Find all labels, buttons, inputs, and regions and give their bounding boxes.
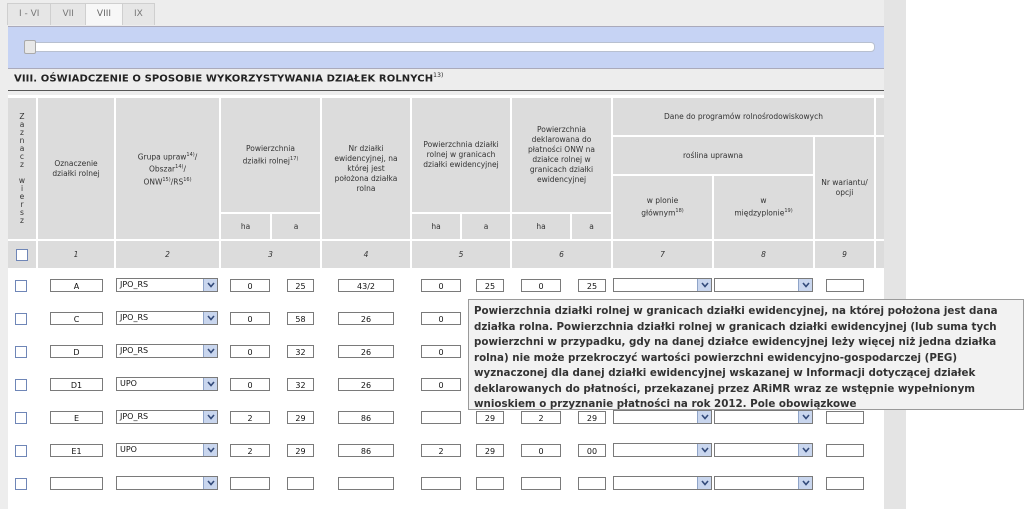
horizontal-scroll-track[interactable] [25, 42, 875, 52]
oznaczenie-field[interactable]: C [50, 312, 103, 325]
chevron-down-icon[interactable] [203, 312, 217, 324]
chevron-down-icon[interactable] [798, 444, 812, 456]
header-ha-5: ha [412, 214, 460, 239]
chevron-down-icon[interactable] [697, 279, 711, 291]
header-extra-2 [876, 137, 884, 239]
granice-ha-field[interactable]: 0 [421, 345, 461, 358]
tab-viii[interactable]: VIII [85, 3, 123, 25]
grupa-upraw-select[interactable] [116, 410, 218, 424]
chevron-down-icon[interactable] [203, 411, 217, 423]
powierzchnia-a-field[interactable]: 29 [287, 444, 314, 457]
header-nr-dzialki: Nr działki ewidencyjnej, na której jest położona działka rolna [322, 98, 410, 239]
horizontal-scroll-band [8, 26, 884, 69]
select-value: JPO_RS [120, 313, 149, 322]
header-oznaczenie: Oznaczenie działki rolnej [38, 98, 114, 239]
grupa-upraw-select[interactable] [116, 377, 218, 391]
onw-ha-field[interactable]: 2 [521, 411, 561, 424]
scroll-handle[interactable] [24, 40, 36, 54]
table-row [8, 473, 884, 493]
plon-glowny-select[interactable] [613, 278, 712, 292]
column-number: 8 [714, 241, 813, 268]
select-value: JPO_RS [120, 412, 149, 421]
onw-a-field[interactable]: 00 [578, 444, 606, 457]
chevron-down-icon[interactable] [203, 345, 217, 357]
chevron-down-icon[interactable] [203, 477, 217, 489]
chevron-down-icon[interactable] [798, 279, 812, 291]
nr-dzialki-field[interactable]: 26 [338, 312, 394, 325]
row-checkbox[interactable] [15, 346, 27, 358]
granice-ha-field[interactable] [421, 477, 461, 490]
onw-a-field[interactable] [578, 477, 606, 490]
oznaczenie-field[interactable] [50, 477, 103, 490]
powierzchnia-a-field[interactable]: 58 [287, 312, 314, 325]
table-row [8, 275, 884, 295]
header-nr-wariantu: Nr wariantu/ opcji [815, 137, 874, 239]
column-number-extra [876, 241, 884, 268]
grupa-upraw-select[interactable] [116, 443, 218, 457]
powierzchnia-a-field[interactable] [287, 477, 314, 490]
table-row [8, 440, 884, 460]
granice-a-field[interactable]: 29 [476, 444, 504, 457]
header-roslina: roślina uprawna [613, 137, 813, 174]
row-checkbox[interactable] [15, 445, 27, 457]
column-number: 5 [412, 241, 510, 268]
miedzyplon-select[interactable] [714, 278, 813, 292]
select-value: JPO_RS [120, 280, 149, 289]
select-all-checkbox[interactable] [16, 249, 28, 261]
nr-dzialki-field[interactable]: 26 [338, 345, 394, 358]
row-checkbox[interactable] [15, 280, 27, 292]
tab-i-vi[interactable]: I - VI [7, 3, 51, 25]
header-ha-3: ha [221, 214, 270, 239]
onw-a-field[interactable]: 29 [578, 411, 606, 424]
column-number: 7 [613, 241, 712, 268]
grupa-upraw-select[interactable] [116, 311, 218, 325]
granice-ha-field[interactable] [421, 411, 461, 424]
header-miedzyplon: w międzyplonie$^{19)}$ [714, 176, 813, 239]
oznaczenie-field[interactable]: D1 [50, 378, 103, 391]
plon-glowny-select[interactable] [613, 443, 712, 457]
wariant-field[interactable] [826, 279, 864, 292]
column-number: 4 [322, 241, 410, 268]
column-number: 3 [221, 241, 320, 268]
tab-bar [7, 3, 154, 25]
onw-ha-field[interactable]: 0 [521, 279, 561, 292]
column-number: 2 [116, 241, 219, 268]
nr-dzialki-field[interactable]: 43/2 [338, 279, 394, 292]
chevron-down-icon[interactable] [697, 444, 711, 456]
page-margin [884, 0, 906, 509]
granice-ha-field[interactable]: 2 [421, 444, 461, 457]
chevron-down-icon[interactable] [697, 477, 711, 489]
nr-dzialki-field[interactable]: 86 [338, 411, 394, 424]
powierzchnia-a-field[interactable]: 32 [287, 345, 314, 358]
header-zaznacz-label: Z a z n a c z w i e r s z [18, 111, 26, 225]
header-a-3: a [272, 214, 320, 239]
header-select-all [8, 241, 36, 268]
column-number: 9 [815, 241, 874, 268]
header-ha-6: ha [512, 214, 570, 239]
column-number: 6 [512, 241, 611, 268]
powierzchnia-ha-field[interactable]: 0 [230, 345, 270, 358]
column-number: 1 [38, 241, 114, 268]
tab-ix[interactable]: IX [122, 3, 155, 25]
powierzchnia-a-field[interactable]: 25 [287, 279, 314, 292]
plon-glowny-select[interactable] [613, 476, 712, 490]
granice-ha-field[interactable]: 0 [421, 312, 461, 325]
section-title: VIII. OŚWIADCZENIE O SPOSOBIE WYKORZYSTYWANIA DZIAŁEK ROLNYCH$^{13)}$ [14, 72, 444, 85]
granice-a-field[interactable] [476, 477, 504, 490]
powierzchnia-ha-field[interactable]: 0 [230, 279, 270, 292]
nr-dzialki-field[interactable]: 26 [338, 378, 394, 391]
oznaczenie-field[interactable]: E [50, 411, 103, 424]
select-value: JPO_RS [120, 346, 149, 355]
chevron-down-icon[interactable] [203, 444, 217, 456]
header-pow-granice: Powierzchnia działki rolnej w granicach działki ewidencyjnej [412, 98, 510, 212]
header-zaznacz [8, 98, 36, 239]
granice-ha-field[interactable]: 0 [421, 279, 461, 292]
onw-ha-field[interactable] [521, 477, 561, 490]
select-value: UPO [120, 379, 137, 388]
chevron-down-icon[interactable] [798, 411, 812, 423]
grupa-upraw-select[interactable] [116, 278, 218, 292]
nr-dzialki-field[interactable] [338, 477, 394, 490]
header-grupa: Grupa upraw$^{14)}$/ Obszar$^{14)}$/ ONW$^{15)}$/RS$^{16)}$ [116, 98, 219, 239]
header-programy: Dane do programów rolnośrodowiskowych [613, 98, 874, 135]
powierzchnia-ha-field[interactable]: 0 [230, 312, 270, 325]
grupa-upraw-select[interactable] [116, 476, 218, 490]
header-a-5: a [462, 214, 510, 239]
row-checkbox[interactable] [15, 379, 27, 391]
oznaczenie-field[interactable]: A [50, 279, 103, 292]
powierzchnia-ha-field[interactable]: 0 [230, 378, 270, 391]
powierzchnia-ha-field[interactable] [230, 477, 270, 490]
select-value: UPO [120, 445, 137, 454]
chevron-down-icon[interactable] [203, 279, 217, 291]
granice-a-field[interactable]: 29 [476, 411, 504, 424]
row-checkbox[interactable] [15, 313, 27, 325]
row-checkbox[interactable] [15, 412, 27, 424]
chevron-down-icon[interactable] [203, 378, 217, 390]
section-divider [8, 90, 884, 91]
wariant-field[interactable] [826, 411, 864, 424]
header-pow-rolnej: Powierzchnia działki rolnej$^{17)}$ [221, 98, 320, 212]
onw-a-field[interactable]: 25 [578, 279, 606, 292]
tab-vii[interactable]: VII [50, 3, 85, 25]
powierzchnia-ha-field[interactable]: 2 [230, 411, 270, 424]
wariant-field[interactable] [826, 444, 864, 457]
row-checkbox[interactable] [15, 478, 27, 490]
onw-ha-field[interactable]: 0 [521, 444, 561, 457]
miedzyplon-select[interactable] [714, 443, 813, 457]
field-tooltip: Powierzchnia działki rolnej w granicach działki ewidencyjnej, na której położona jest dana działka rolna. Powierzchnia działki rolnej w granicach działki ewidencyjnej (lub suma tych powierzchni w przypadku, gdy na danej działce ewidencyjnej leży więcej niż jedna działka rolna) nie może przekroczyć wartości powierzchni ewidencyjno-gospodarczej (PEG) wyznaczonej dla danej działki ewidencyjnej wskazanej w Informacji dotyczącej działek deklarowanych do płatności, przekazanej przez ARiMR wraz ze wstępnie wypełnionym wnioskiem o przyznanie płatności na rok 2012. Pole obowiązkowe [468, 299, 1024, 410]
powierzchnia-a-field[interactable]: 29 [287, 411, 314, 424]
chevron-down-icon[interactable] [697, 411, 711, 423]
granice-ha-field[interactable]: 0 [421, 378, 461, 391]
granice-a-field[interactable]: 25 [476, 279, 504, 292]
grupa-upraw-select[interactable] [116, 344, 218, 358]
powierzchnia-ha-field[interactable]: 2 [230, 444, 270, 457]
miedzyplon-select[interactable] [714, 476, 813, 490]
powierzchnia-a-field[interactable]: 32 [287, 378, 314, 391]
nr-dzialki-field[interactable]: 86 [338, 444, 394, 457]
header-extra [876, 98, 884, 135]
header-pow-onw: Powierzchnia deklarowana do płatności ONW na działce rolnej w granicach działki ewidencyjnej [512, 98, 611, 212]
oznaczenie-field[interactable]: E1 [50, 444, 103, 457]
header-plon-glowny: w plonie głównym$^{18)}$ [613, 176, 712, 239]
wariant-field[interactable] [826, 477, 864, 490]
chevron-down-icon[interactable] [798, 477, 812, 489]
oznaczenie-field[interactable]: D [50, 345, 103, 358]
header-a-6: a [572, 214, 611, 239]
